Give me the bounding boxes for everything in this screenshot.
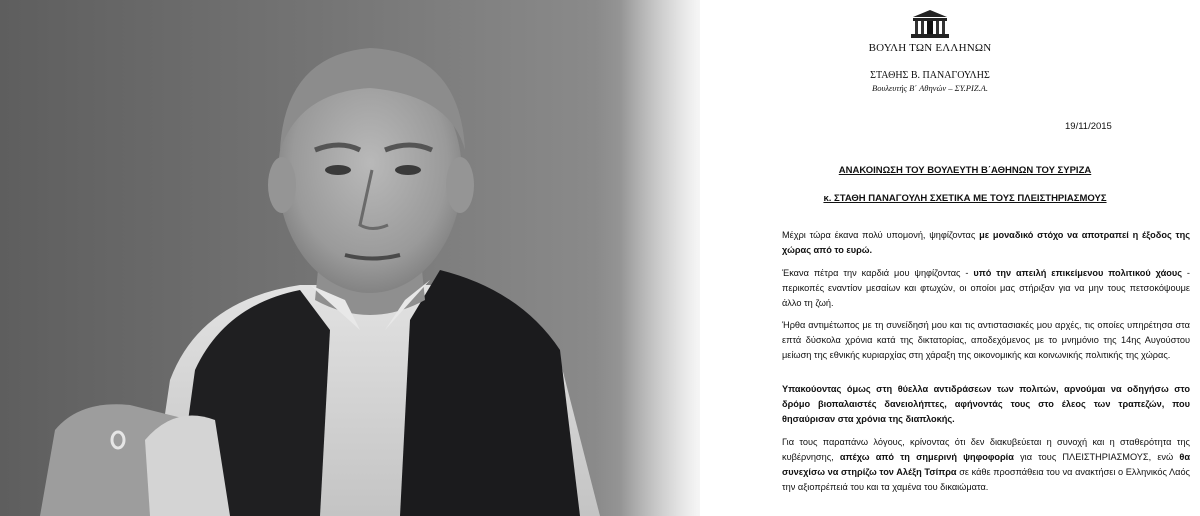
body-paragraph-1 xyxy=(782,228,1190,258)
body-paragraph-4 xyxy=(782,382,1190,427)
body-paragraph-5 xyxy=(782,435,1190,495)
body-paragraph-2 xyxy=(782,266,1190,311)
paragraph-run: Έκανα πέτρα την καρδιά μου ψηφίζοντας - xyxy=(782,268,974,278)
document-date: 19/11/2015 xyxy=(1065,121,1112,132)
announcement-title: ΑΝΑΚΟΙΝΩΣΗ ΤΟΥ ΒΟΥΛΕΥΤΗ Β΄ΑΘΗΝΩΝ ΤΟΥ ΣΥΡΙΖΑ xyxy=(838,165,1092,176)
body-paragraph-3 xyxy=(782,318,1190,363)
paragraph-run: Για τους παραπάνω λόγους, κρίνοντας ότι δεν διακυβεύεται η συνοχή και η σταθερότητα της κυβέρνησης, xyxy=(782,437,1190,462)
parliament-name: ΒΟΥΛΗ ΤΩΝ ΕΛΛΗΝΩΝ xyxy=(868,42,992,54)
paragraph-run: Μέχρι τώρα έκανα πολύ υπομονή, ψηφίζοντας xyxy=(782,230,980,240)
letterhead xyxy=(830,8,1030,93)
mp-name: ΣΤΑΘΗΣ Β. ΠΑΝΑΓΟΥΛΗΣ xyxy=(870,70,990,81)
paragraph-run: για τους ΠΛΕΙΣΤΗΡΙΑΣΜΟΥΣ, ενώ xyxy=(1013,452,1180,462)
paragraph-run: - περικοπές εναντίον μεσαίων και φτωχών, οι οποίοι μας στήριξαν για να μην τους πετσοκόψουμε άλλο τη ζωή. xyxy=(782,268,1190,308)
paragraph-run: με μοναδικό στόχο να αποτραπεί η έξοδος της χώρας από το ευρώ. xyxy=(782,230,1190,255)
mp-role: Βουλευτής Β΄ Αθηνών – ΣΥ.ΡΙΖ.Α. xyxy=(872,83,988,93)
paragraph-run: σε κάθε προσπάθεια του να ανακτήσει ο Ελληνικός Λαός την αξιοπρέπειά του και τα χαμένα του δικαιώματα. xyxy=(782,467,1190,492)
parliament-building-icon xyxy=(910,8,950,40)
paragraph-run: απέχω από τη σημερινή ψηφοφορία xyxy=(839,452,1014,462)
paragraph-run: Ήρθα αντιμέτωπος με τη συνείδησή μου και τις αντιστασιακές μου αρχές, τις οποίες υπηρέτησα στα επτά δύσκολα χρόνια κατά της δικτατορίας, αποδεχόμενος με το μνημόνιο της 14ης Αυγούστου μείωση της εθνικής κυριαρχίας στη χάραξη της οικονομικής και κοινωνικής πολιτικής της χώρας. xyxy=(782,320,1190,360)
paragraph-run: Υπακούοντας όμως στη θύελλα αντιδράσεων των πολιτών, αρνούμαι να οδηγήσω στο δρόμο βιοπαλαιστές δανειολήπτες, αφήνοντάς τους στο έλεος των τραπεζών, που θησαύρισαν στα χρόνια της διαπλοκής. xyxy=(782,384,1190,424)
paragraph-run: θα συνεχίσω να στηρίζω τον Αλέξη Τσίπρα xyxy=(782,452,1190,477)
press-release-document xyxy=(730,0,1200,516)
announcement-subtitle: κ. ΣΤΑΘΗ ΠΑΝΑΓΟΥΛΗ ΣΧΕΤΙΚΑ ΜΕ ΤΟΥΣ ΠΛΕΙΣΤΗΡΙΑΣΜΟΥΣ xyxy=(823,193,1107,204)
paragraph-run: υπό την απειλή επικείμενου πολιτικού χάους xyxy=(973,268,1182,278)
photo-fade xyxy=(620,0,730,516)
